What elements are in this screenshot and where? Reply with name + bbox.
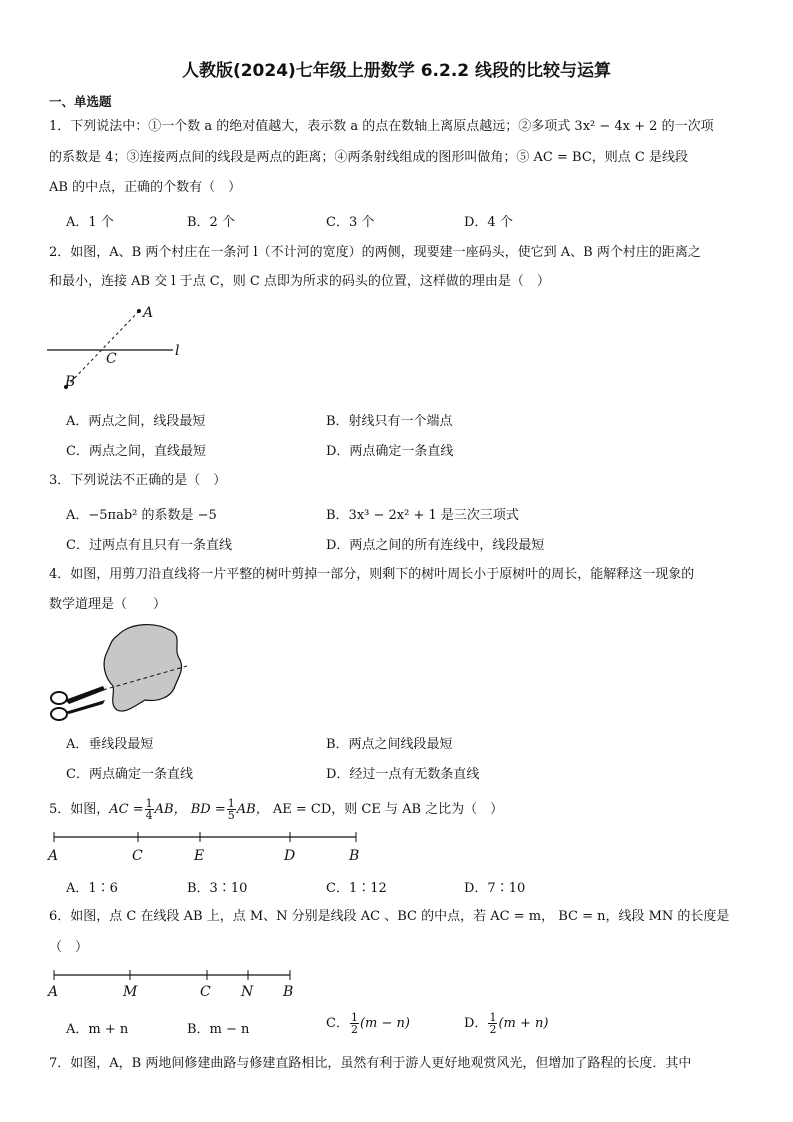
q5-label-c: C (132, 848, 143, 864)
q5-ac-denominator: 4 (145, 809, 153, 822)
q6-line1: 6．如图，点 C 在线段 AB 上，点 M、N 分别是线段 AC 、BC 的中点，若 AC = m， BC = n，线段 MN 的长度是 (49, 909, 730, 924)
q6-segment-figure (45, 966, 305, 1000)
q2-option-b[interactable]: B．射线只有一个端点 (326, 414, 453, 429)
q6-option-d-fraction (488, 1012, 497, 1035)
q6-label-c: C (200, 984, 211, 1000)
q3-option-b[interactable]: B．3x³ − 2x² + 1 是三次三项式 (326, 508, 519, 523)
q5-label-d: D (284, 848, 296, 864)
q4-line1: 4．如图，用剪刀沿直线将一片平整的树叶剪掉一部分，则剩下的树叶周长小于原树叶的周长，能解释这一现象的 (49, 567, 695, 582)
q6-c-numerator: 1 (350, 1011, 358, 1024)
q5-label-a: A (48, 848, 59, 864)
q6-option-d-letter: D． (464, 1016, 488, 1031)
q6-option-d[interactable] (464, 1012, 548, 1035)
q1-option-b[interactable]: B．2 个 (187, 215, 235, 230)
q5-bd: BD = (190, 802, 226, 817)
q5-option-d[interactable]: D．7∶10 (464, 881, 526, 896)
q5-ac-fraction (145, 798, 154, 821)
q3-option-c[interactable]: C．过两点有且只有一条直线 (66, 538, 232, 553)
q2-line2: 和最小，连接 AB 交 l 于点 C，则 C 点即为所求的码头的位置，这样做的理由是（ ） (49, 274, 550, 289)
q4-line2: 数学道理是（ ） (49, 597, 167, 612)
q5-option-a[interactable]: A．1∶6 (66, 881, 118, 896)
q5-option-c[interactable]: C．1∶12 (326, 881, 387, 896)
leaf-shape (104, 625, 181, 711)
q6-line2: （ ） (49, 940, 89, 955)
q6-option-c[interactable] (326, 1012, 410, 1035)
q5-ac: AC = (109, 802, 144, 817)
q1-option-c[interactable]: C．3 个 (326, 215, 375, 230)
q3-option-d[interactable]: D．两点之间的所有连线中，线段最短 (326, 538, 545, 553)
q4-option-c[interactable]: C．两点确定一条直线 (66, 767, 193, 782)
q2-option-c[interactable]: C．两点之间，直线最短 (66, 444, 206, 459)
q3-option-a[interactable]: A．−5πab² 的系数是 −5 (66, 508, 217, 523)
q2-option-d[interactable]: D．两点确定一条直线 (326, 444, 454, 459)
q4-option-b[interactable]: B．两点之间线段最短 (326, 737, 453, 752)
q1-line3: AB 的中点，正确的个数有（ ） (49, 180, 242, 195)
q5-bd-fraction (227, 798, 236, 821)
label-a: A (143, 305, 154, 321)
scissors-icon (51, 686, 105, 720)
segment-ab-dashed (66, 311, 139, 387)
q6-option-c-letter: C． (326, 1016, 349, 1031)
q1-line2: 的系数是 4；③连接两点间的线段是两点的距离；④两条射线组成的图形叫做角；⑤ AC = BC，则点 C 是线段 (49, 150, 688, 165)
q6-option-a[interactable]: A．m + n (66, 1022, 129, 1037)
q5-segment-figure (45, 829, 365, 865)
q3-line1: 3．下列说法不正确的是（ ） (49, 473, 227, 488)
q4-option-d[interactable]: D．经过一点有无数条直线 (326, 767, 480, 782)
q2-line1: 2．如图，A、B 两个村庄在一条河 l（不计河的宽度）的两侧，现要建一座码头，使它到 A、B 两个村庄的距离之 (49, 245, 701, 260)
label-b: B (65, 374, 76, 390)
q6-label-b: B (283, 984, 294, 1000)
label-l: l (175, 343, 180, 359)
q1-option-d[interactable]: D．4 个 (464, 215, 513, 230)
q6-c-denominator: 2 (350, 1023, 358, 1036)
q2-river-figure (45, 303, 195, 398)
q5-bd-numerator: 1 (227, 797, 235, 810)
q6-label-m: M (123, 984, 138, 1000)
q5-ac-tail: AB， (154, 802, 187, 817)
q5-option-b[interactable]: B．3∶10 (187, 881, 248, 896)
point-a (137, 309, 141, 313)
q7-line1: 7．如图，A，B 两地间修建曲路与修建直路相比，虽然有利于游人更好地观赏风光，但增加了路程的长度．其中 (49, 1056, 692, 1071)
q6-label-n: N (241, 984, 254, 1000)
q2-option-a[interactable]: A．两点之间，线段最短 (66, 414, 206, 429)
q4-leaf-figure (45, 614, 195, 726)
q5-ac-numerator: 1 (145, 797, 153, 810)
q5-label-b: B (349, 848, 360, 864)
q1-line1: 1．下列说法中：①一个数 a 的绝对值越大，表示数 a 的点在数轴上离原点越远；②多项式 3x² − 4x + 2 的一次项 (49, 119, 714, 134)
q5-bd-tail: AB， (236, 802, 269, 817)
q5-label-e: E (194, 848, 205, 864)
q6-d-denominator: 2 (489, 1023, 497, 1036)
q5-stem (49, 798, 749, 821)
section-heading: 一、单选题 (49, 94, 112, 109)
q6-option-c-fraction (350, 1012, 359, 1035)
q5-prefix: 5．如图， (49, 802, 110, 817)
q4-option-a[interactable]: A．垂线段最短 (66, 737, 154, 752)
q6-option-c-expression: (m − n) (359, 1016, 410, 1031)
q1-option-a[interactable]: A．1 个 (66, 215, 114, 230)
q6-d-numerator: 1 (489, 1011, 497, 1024)
q6-option-d-expression: (m + n) (498, 1016, 549, 1031)
label-c: C (106, 351, 117, 367)
q6-label-a: A (48, 984, 59, 1000)
page-title: 人教版(2024)七年级上册数学 6.2.2 线段的比较与运算 (181, 61, 612, 81)
q6-option-b[interactable]: B．m − n (187, 1022, 250, 1037)
q5-rest: AE = CD，则 CE 与 AB 之比为（ ） (272, 802, 504, 817)
q5-bd-denominator: 5 (227, 809, 235, 822)
